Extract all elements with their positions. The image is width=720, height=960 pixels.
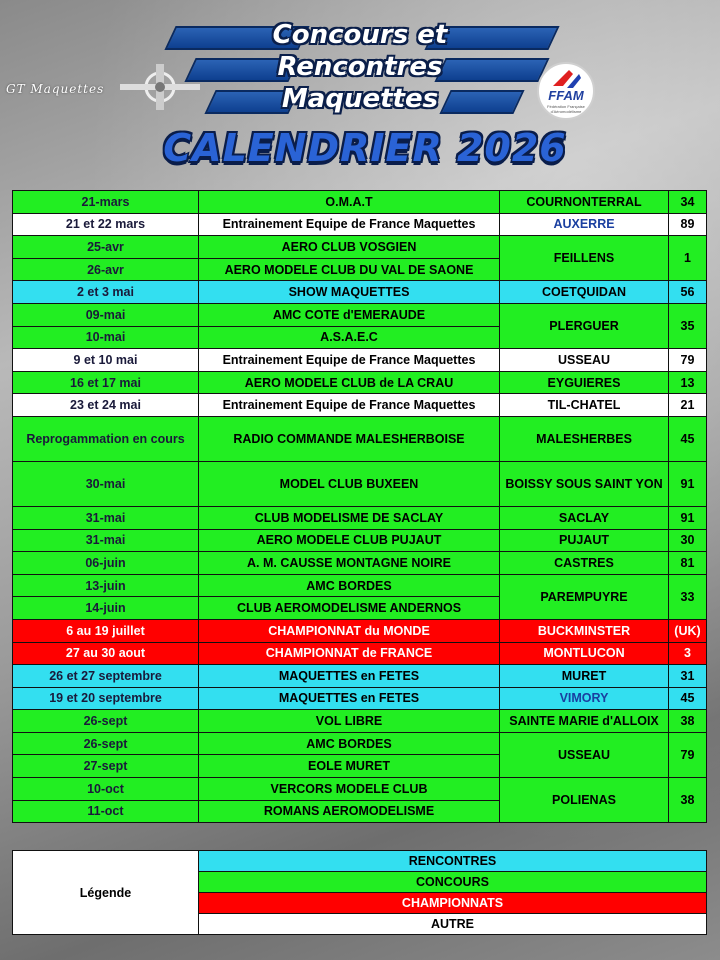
- legend-label: Légende: [13, 851, 199, 935]
- ffam-logo-subtitle: Fédération Française d'Aéromodélisme: [547, 104, 585, 114]
- event-place: BUCKMINSTER: [500, 619, 669, 642]
- legend-item-championnats: CHAMPIONNATS: [199, 893, 707, 914]
- header: [0, 0, 720, 180]
- table-row: [13, 303, 707, 326]
- event-place: CASTRES: [500, 552, 669, 575]
- event-dept: (UK): [669, 619, 707, 642]
- table-row: [13, 461, 707, 506]
- event-name: CHAMPIONNAT du MONDE: [199, 619, 500, 642]
- event-date: 11-oct: [13, 800, 199, 823]
- event-dept: 21: [669, 394, 707, 417]
- table-row: [13, 349, 707, 372]
- event-name: MODEL CLUB BUXEEN: [199, 461, 500, 506]
- event-name: MAQUETTES en FETES: [199, 665, 500, 688]
- table-row: [13, 371, 707, 394]
- event-date: Reprogammation en cours: [13, 416, 199, 461]
- table-row: [13, 236, 707, 259]
- event-date: 13-juin: [13, 574, 199, 597]
- ffam-logo: [537, 62, 595, 120]
- event-date: 30-mai: [13, 461, 199, 506]
- table-row: [13, 506, 707, 529]
- event-place: COETQUIDAN: [500, 281, 669, 304]
- event-date: 2 et 3 mai: [13, 281, 199, 304]
- title-line-1: Concours et: [272, 20, 448, 50]
- event-place: AUXERRE: [500, 213, 669, 236]
- event-name: Entrainement Equipe de France Maquettes: [199, 349, 500, 372]
- event-dept: 81: [669, 552, 707, 575]
- event-date: 9 et 10 mai: [13, 349, 199, 372]
- gt-maquettes-logo: GT Maquettes: [6, 82, 105, 96]
- event-date: 14-juin: [13, 597, 199, 620]
- event-dept: 38: [669, 778, 707, 823]
- legend-item-rencontres: RENCONTRES: [199, 851, 707, 872]
- legend-item-concours: CONCOURS: [199, 872, 707, 893]
- table-row: [13, 687, 707, 710]
- event-dept: 31: [669, 665, 707, 688]
- event-dept: 35: [669, 303, 707, 348]
- table-row: [13, 191, 707, 214]
- event-place: EYGUIERES: [500, 371, 669, 394]
- event-date: 06-juin: [13, 552, 199, 575]
- event-name: EOLE MURET: [199, 755, 500, 778]
- event-place: POLIENAS: [500, 778, 669, 823]
- event-name: A. M. CAUSSE MONTAGNE NOIRE: [199, 552, 500, 575]
- event-date: 10-oct: [13, 778, 199, 801]
- event-date: 26-sept: [13, 732, 199, 755]
- event-name: MAQUETTES en FETES: [199, 687, 500, 710]
- table-row: [13, 552, 707, 575]
- event-place: PAREMPUYRE: [500, 574, 669, 619]
- event-name: A.S.A.E.C: [199, 326, 500, 349]
- event-name: ROMANS AEROMODELISME: [199, 800, 500, 823]
- event-date: 25-avr: [13, 236, 199, 259]
- event-dept: 38: [669, 710, 707, 733]
- event-place: SACLAY: [500, 506, 669, 529]
- event-name: VOL LIBRE: [199, 710, 500, 733]
- calendar-table: [12, 190, 707, 823]
- title-line-2: Rencontres: [277, 52, 443, 82]
- event-place: USSEAU: [500, 349, 669, 372]
- table-row: [13, 574, 707, 597]
- event-place: BOISSY SOUS SAINT YON: [500, 461, 669, 506]
- event-name: RADIO COMMANDE MALESHERBOISE: [199, 416, 500, 461]
- event-name: AERO MODELE CLUB DU VAL DE SAONE: [199, 258, 500, 281]
- event-date: 10-mai: [13, 326, 199, 349]
- event-dept: 79: [669, 732, 707, 777]
- event-title-banner: [160, 18, 560, 118]
- table-row: [13, 619, 707, 642]
- event-place: PUJAUT: [500, 529, 669, 552]
- event-place: SAINTE MARIE d'ALLOIX: [500, 710, 669, 733]
- event-place: MURET: [500, 665, 669, 688]
- event-date: 31-mai: [13, 529, 199, 552]
- event-dept: 33: [669, 574, 707, 619]
- event-name: VERCORS MODELE CLUB: [199, 778, 500, 801]
- event-date: 6 au 19 juillet: [13, 619, 199, 642]
- table-row: [13, 665, 707, 688]
- event-place: VIMORY: [500, 687, 669, 710]
- event-date: 09-mai: [13, 303, 199, 326]
- calendar-title: CALENDRIER 2026: [163, 126, 567, 170]
- ffam-logo-text: FFAM: [548, 88, 584, 103]
- event-place: TIL-CHATEL: [500, 394, 669, 417]
- event-place: MALESHERBES: [500, 416, 669, 461]
- event-name: AMC BORDES: [199, 732, 500, 755]
- event-dept: 13: [669, 371, 707, 394]
- event-name: Entrainement Equipe de France Maquettes: [199, 394, 500, 417]
- event-date: 27 au 30 aout: [13, 642, 199, 665]
- event-date: 26 et 27 septembre: [13, 665, 199, 688]
- event-dept: 45: [669, 416, 707, 461]
- event-name: CLUB AEROMODELISME ANDERNOS: [199, 597, 500, 620]
- table-row: [13, 529, 707, 552]
- table-row: [13, 394, 707, 417]
- event-name: AERO CLUB VOSGIEN: [199, 236, 500, 259]
- table-row: [13, 213, 707, 236]
- event-place: USSEAU: [500, 732, 669, 777]
- event-dept: 34: [669, 191, 707, 214]
- event-name: AERO MODELE CLUB PUJAUT: [199, 529, 500, 552]
- table-row: [13, 778, 707, 801]
- event-date: 27-sept: [13, 755, 199, 778]
- event-place: COURNONTERRAL: [500, 191, 669, 214]
- event-date: 31-mai: [13, 506, 199, 529]
- table-row: [13, 281, 707, 304]
- event-name: SHOW MAQUETTES: [199, 281, 500, 304]
- event-name: Entrainement Equipe de France Maquettes: [199, 213, 500, 236]
- event-date: 16 et 17 mai: [13, 371, 199, 394]
- event-date: 26-sept: [13, 710, 199, 733]
- event-date: 21-mars: [13, 191, 199, 214]
- table-row: [13, 710, 707, 733]
- event-dept: 91: [669, 461, 707, 506]
- table-row: [13, 642, 707, 665]
- event-date: 21 et 22 mars: [13, 213, 199, 236]
- event-name: AMC COTE d'EMERAUDE: [199, 303, 500, 326]
- event-dept: 30: [669, 529, 707, 552]
- legend-item-autre: AUTRE: [199, 914, 707, 935]
- event-name: AERO MODELE CLUB de LA CRAU: [199, 371, 500, 394]
- legend-row: [13, 851, 707, 872]
- event-place: PLERGUER: [500, 303, 669, 348]
- event-dept: 91: [669, 506, 707, 529]
- event-name: O.M.A.T: [199, 191, 500, 214]
- title-line-3: Maquettes: [281, 84, 439, 114]
- event-name: CHAMPIONNAT de FRANCE: [199, 642, 500, 665]
- table-row: [13, 416, 707, 461]
- event-dept: 79: [669, 349, 707, 372]
- event-dept: 89: [669, 213, 707, 236]
- event-place: FEILLENS: [500, 236, 669, 281]
- event-dept: 56: [669, 281, 707, 304]
- table-row: [13, 732, 707, 755]
- event-date: 26-avr: [13, 258, 199, 281]
- event-name: AMC BORDES: [199, 574, 500, 597]
- event-date: 19 et 20 septembre: [13, 687, 199, 710]
- event-name: CLUB MODELISME DE SACLAY: [199, 506, 500, 529]
- event-date: 23 et 24 mai: [13, 394, 199, 417]
- event-dept: 45: [669, 687, 707, 710]
- legend-table: [12, 850, 707, 935]
- event-dept: 3: [669, 642, 707, 665]
- event-dept: 1: [669, 236, 707, 281]
- event-place: MONTLUCON: [500, 642, 669, 665]
